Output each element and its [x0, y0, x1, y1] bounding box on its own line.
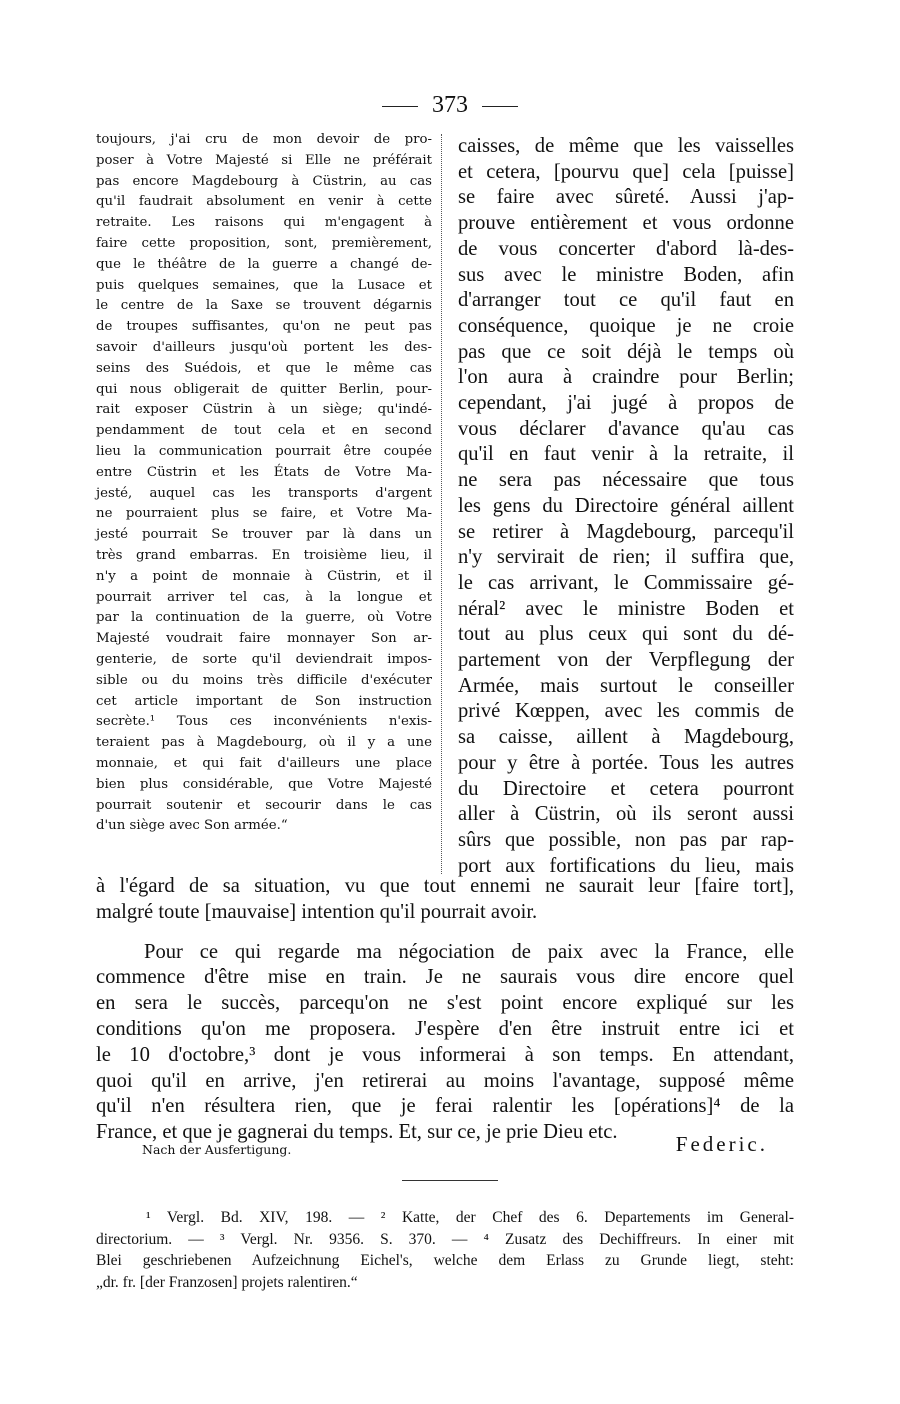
paragraph-line: conditions qu'on me proposera. J'espère d'en être instruit entre ici et [96, 1017, 794, 1040]
right-column-line: sus avec le ministre Boden, afin [458, 263, 794, 286]
right-column-line: aller à Cüstrin, où ils seront aussi [458, 803, 794, 826]
left-column-line: cet article important de Son instruction [96, 693, 432, 709]
right-column-line: se retirer à Magdebourg, parcequ'il [458, 520, 794, 543]
signature: Federic. [675, 1132, 768, 1156]
left-column-line: teraient pas à Magdebourg, où il y a une [96, 735, 432, 751]
left-column-line: sible ou du moins très difficile d'exécuter [96, 672, 432, 688]
footnotes [96, 1207, 794, 1293]
left-column-line: seins des Suédois, et que le même cas [96, 360, 432, 376]
left-column-line: monnaie, et qui fait d'ailleurs une place [96, 755, 432, 771]
left-column-line: ne pourraient plus se faire, et Votre Ma- [96, 506, 432, 522]
right-column-line: les gens du Directoire général aillent [458, 494, 794, 517]
right-column-line: sûrs que possible, non pas par rap- [458, 828, 794, 851]
paragraph-line: Pour ce qui regarde ma négociation de paix avec la France, elle [144, 940, 794, 963]
continuation-line: à l'égard de sa situation, vu que tout ennemi ne saurait leur [faire tort], [96, 875, 794, 897]
full-width-text [96, 874, 794, 1146]
paragraph-line: le 10 d'octobre,³ dont je vous informerai à son temps. En attendant, [96, 1043, 794, 1066]
left-column-line: pourrait soutenir et secourir dans le cas [96, 797, 432, 813]
left-column-line: que le théâtre de la guerre a changé de- [96, 256, 432, 272]
right-column-line: et cetera, [pourvu que] cela [puisse] [458, 160, 794, 183]
footnote-line: „dr. fr. [der Franzosen] projets ralentiren.“ [96, 1273, 358, 1291]
left-column-line: genterie, de sorte qu'il deviendrait impos- [96, 651, 432, 667]
right-column-line: vous déclarer d'avance qu'au cas [458, 417, 794, 440]
paragraph-line: quoi qu'il en arrive, j'en retirerai au moins l'avantage, supposé même [96, 1069, 794, 1092]
right-column-line: prouve entièrement et vous ordonne [458, 212, 794, 235]
right-column-letter-text [458, 134, 794, 879]
left-column-line: entre Cüstrin et les États de Votre Ma- [96, 464, 432, 480]
footnote-line: directorium. — ³ Vergl. Nr. 9356. S. 370. — ⁴ Zusatz des Dechiffreurs. In einer mit [96, 1230, 794, 1248]
left-column-quoted-report [96, 130, 432, 837]
right-column-line: privé Kœppen, avec les commis de [458, 700, 794, 723]
right-column-line: qu'il en faut venir à la retraite, il [458, 443, 794, 466]
left-column-line: toujours, j'ai cru de mon devoir de pro- [96, 132, 432, 147]
left-column-line: poser à Votre Majesté si Elle ne préférait [96, 152, 432, 168]
left-column-line: puis quelques semaines, que la Lusace et [96, 277, 432, 293]
left-column-line: jesté pourrait Se trouver par là dans un [96, 527, 432, 543]
left-column-line: qui nous obligerait de quitter Berlin, pour- [96, 381, 432, 397]
right-column-line: caisses, de même que les vaisselles [458, 135, 794, 157]
right-column-line: l'on aura à craindre pour Berlin; [458, 366, 794, 389]
paragraph-line: en sera le succès, parcequ'on ne s'est point encore expliqué sur les [96, 992, 794, 1015]
left-column-line: savoir d'ailleurs jusqu'où portent les des- [96, 339, 432, 355]
left-column-line: retraite. Les raisons qui m'engagent à [96, 215, 432, 231]
source-note: Nach der Ausfertigung. [142, 1142, 292, 1157]
right-column-line: pour y être à portée. Tous les autres [458, 751, 794, 774]
left-column-line: faire cette proposition, sont, premièrement, [96, 235, 432, 251]
left-column-line: n'y a point de monnaie à Cüstrin, et il [96, 568, 432, 584]
right-column-line: ne sera pas nécessaire que tous [458, 469, 794, 492]
right-column-line: tout au plus ceux qui sont du dé- [458, 623, 794, 646]
left-column-line: jesté, auquel cas les transports d'argent [96, 485, 432, 501]
closing-row [96, 1130, 794, 1160]
paragraph-peace-negotiation [96, 940, 794, 1146]
left-column-line: Majesté voudrait faire monnayer Son ar- [96, 631, 432, 647]
right-column-line: Armée, mais surtout le conseiller [458, 674, 794, 697]
left-column-line: pendamment de tout cela et en second [96, 423, 432, 439]
paragraph-line: France, et que je gagnerai du temps. Et, sur ce, je prie Dieu etc. [96, 1121, 618, 1144]
left-column-line: pourrait arriver tel cas, à la longue et [96, 589, 432, 605]
footnote-rule [402, 1180, 498, 1181]
left-column-line: lieu la communication pourrait être coupée [96, 443, 432, 459]
paragraph-line: commence d'être mise en train. Je ne saurais vous dire encore quel [96, 966, 794, 989]
left-column-line: bien plus considérable, que Votre Majesté [96, 776, 432, 792]
right-column-line: pas que ce soit déjà le temps où [458, 340, 794, 363]
right-column-line: le cas arrivant, le Commissaire gé- [458, 571, 794, 594]
paragraph-line: qu'il n'en résultera rien, que je ferai ralentir les [opérations]⁴ de la [96, 1095, 794, 1118]
continuation-line: malgré toute [mauvaise] intention qu'il pourrait avoir. [96, 900, 538, 923]
left-column-line: secrète.¹ Tous ces inconvénients n'exis- [96, 714, 432, 730]
right-column-line: port aux fortifications du lieu, mais [458, 854, 794, 877]
page-number: 373 [432, 92, 468, 118]
left-column-line: qu'il faudrait absolument en venir à cette [96, 194, 432, 210]
paragraph-continuation [96, 874, 794, 926]
right-column-line: conséquence, quoique je ne croie [458, 314, 794, 337]
right-column-line: n'y servirait de rien; il suffira que, [458, 546, 794, 569]
left-column-line: de troupes suffisantes, qu'on ne peut pas [96, 319, 432, 335]
footnote-line: ¹ Vergl. Bd. XIV, 198. — ² Katte, der Chef des 6. Departements im General- [146, 1209, 794, 1226]
right-column-line: néral² avec le ministre Boden et [458, 597, 794, 620]
right-column-line: du Directoire et cetera pourront [458, 777, 794, 800]
left-column-line: d'un siège avec Son armée.“ [96, 818, 288, 834]
page-header [0, 92, 900, 119]
left-column-line: par la continuation de la guerre, où Votre [96, 610, 432, 626]
right-column-line: se faire avec sûreté. Aussi j'ap- [458, 186, 794, 209]
left-column-line: rait exposer Cüstrin à un siège; qu'indé- [96, 402, 432, 418]
right-column-line: sa caisse, aillent à Magdebourg, [458, 726, 794, 749]
right-column-line: cependant, j'ai jugé à propos de [458, 392, 794, 415]
left-column-line: très grand embarras. En troisième lieu, il [96, 547, 432, 563]
column-divider [441, 134, 442, 874]
left-column-line: le centre de la Saxe se trouvent dégarnis [96, 298, 432, 314]
footnote-line: Blei geschriebenen Aufzeichnung Eichel's, welche dem Erlass zu Grunde liegt, steht: [96, 1252, 794, 1269]
right-column-line: partement von der Verpflegung der [458, 649, 794, 672]
header-dash-right [482, 106, 518, 107]
right-column-line: de vous concerter d'abord là-des- [458, 237, 794, 260]
left-column-line: pas encore Magdebourg à Cüstrin, au cas [96, 173, 432, 189]
header-dash-left [382, 106, 418, 107]
right-column-line: d'arranger tout ce qu'il faut en [458, 289, 794, 312]
